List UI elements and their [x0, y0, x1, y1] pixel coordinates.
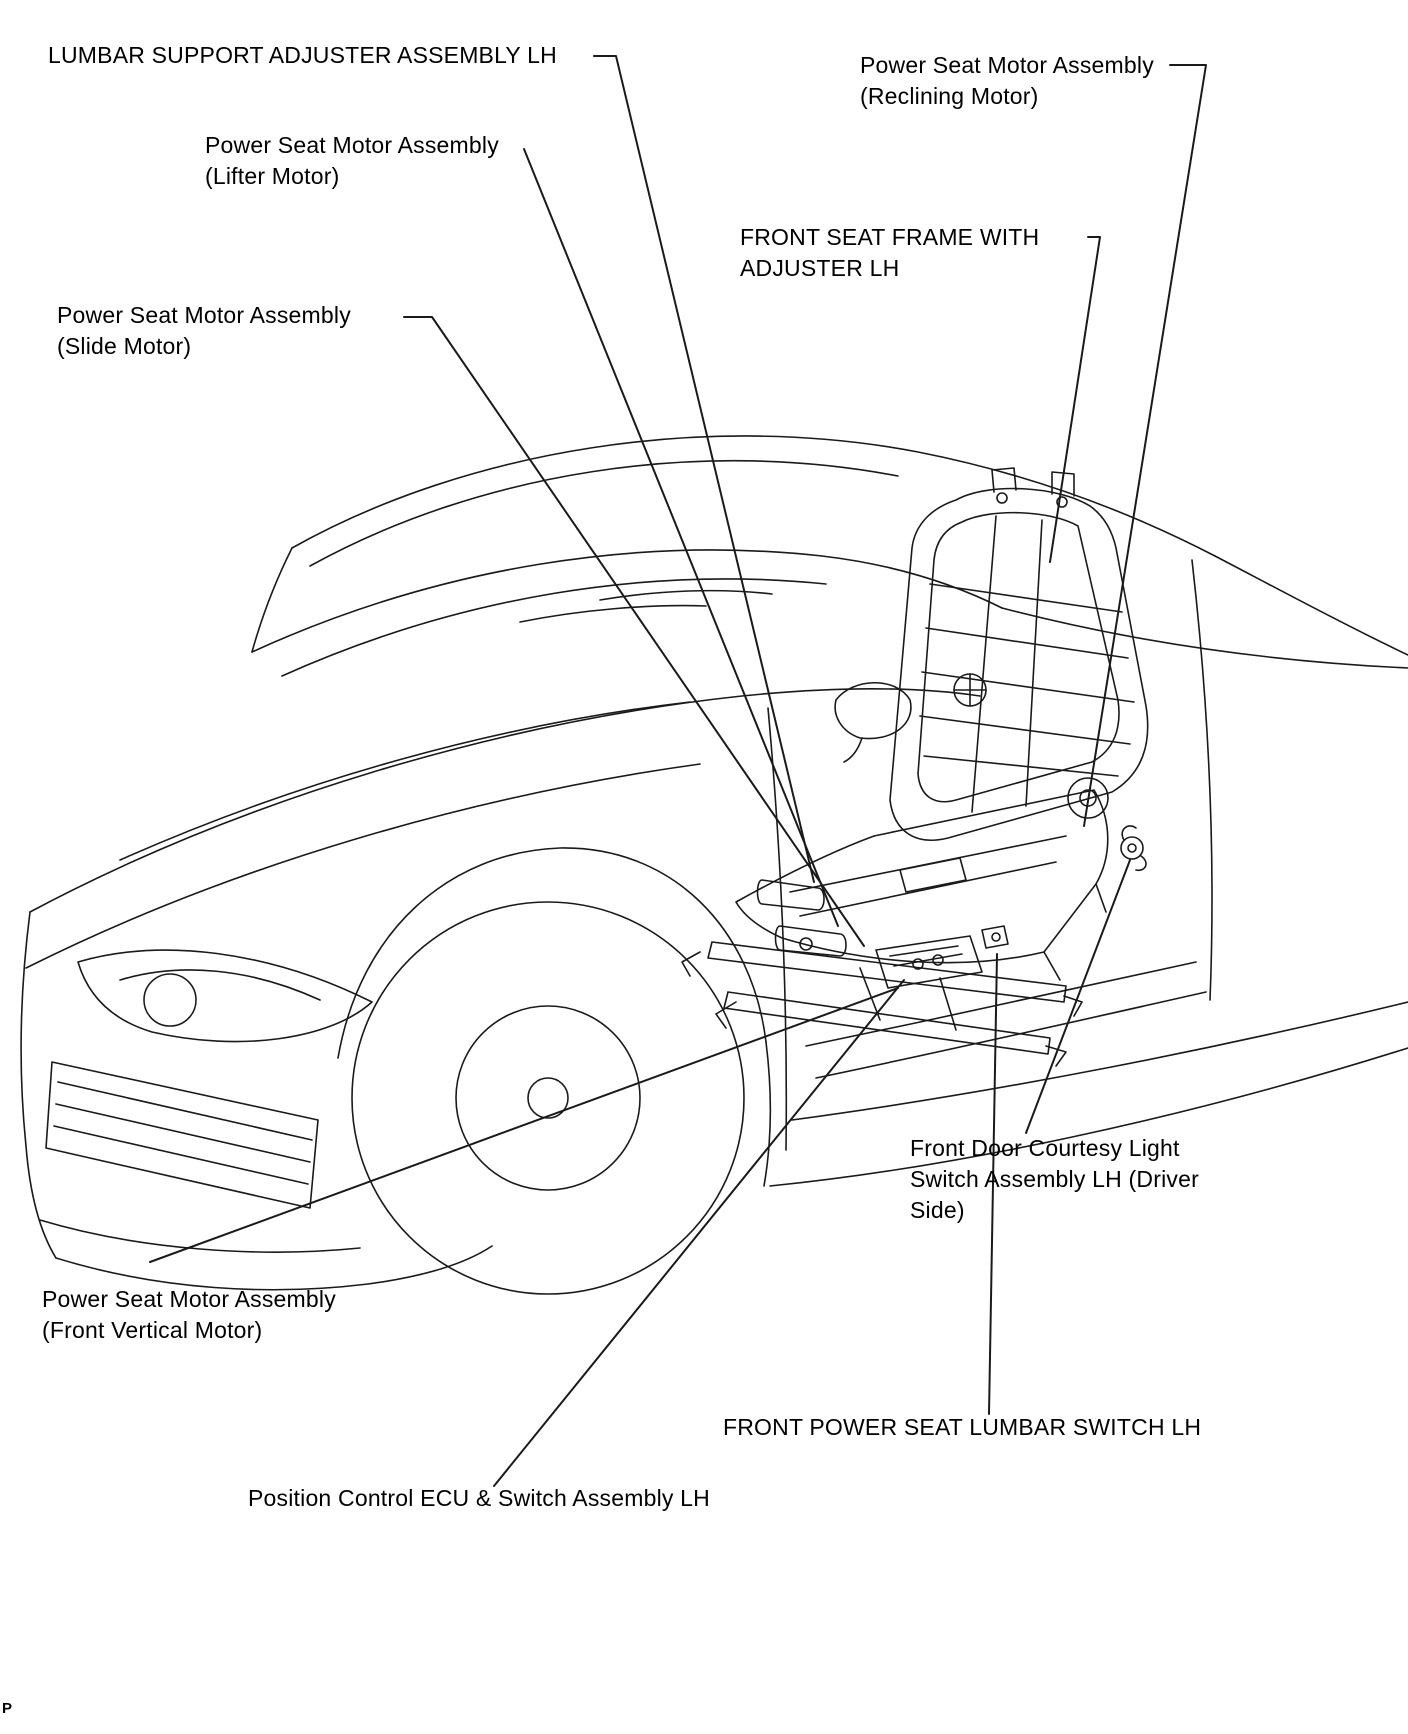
label-line: Switch Assembly LH (Driver: [910, 1166, 1199, 1192]
label-line: (Lifter Motor): [205, 163, 340, 189]
leader-courtesy-switch: [1026, 860, 1130, 1133]
label-front-seat-frame: [740, 222, 1039, 284]
leader-seat-frame: [1050, 237, 1100, 562]
label-front-vertical-motor: [42, 1284, 336, 1346]
label-line: Power Seat Motor Assembly: [42, 1286, 336, 1312]
label-line: Position Control ECU & Switch Assembly LH: [248, 1485, 710, 1511]
seat-frame-illustration: [682, 468, 1148, 1066]
leader-lumbar-support: [594, 56, 814, 882]
label-line: (Reclining Motor): [860, 83, 1039, 109]
label-line: (Slide Motor): [57, 333, 192, 359]
label-courtesy-light-switch: [910, 1133, 1199, 1226]
label-line: Power Seat Motor Assembly: [57, 302, 351, 328]
label-line: Front Door Courtesy Light: [910, 1135, 1180, 1161]
label-position-control-ecu: [248, 1483, 710, 1514]
label-slide-motor: [57, 300, 351, 362]
label-line: FRONT SEAT FRAME WITH: [740, 224, 1040, 250]
label-line: FRONT POWER SEAT LUMBAR SWITCH LH: [723, 1414, 1202, 1440]
label-line: Power Seat Motor Assembly: [860, 52, 1154, 78]
car-outline-illustration: [21, 436, 1408, 1294]
page-corner-mark: P: [2, 1700, 13, 1717]
label-line: Side): [910, 1197, 965, 1223]
label-lifter-motor: [205, 130, 499, 192]
leader-lines: [150, 56, 1206, 1486]
label-line: ADJUSTER LH: [740, 255, 900, 281]
label-lumbar-support-adjuster: [48, 40, 557, 71]
label-reclining-motor: [860, 50, 1154, 112]
leader-position-ecu: [494, 980, 904, 1486]
leader-reclining-motor: [1084, 65, 1206, 826]
label-line: (Front Vertical Motor): [42, 1317, 263, 1343]
leader-slide-motor: [404, 317, 864, 946]
label-line: Power Seat Motor Assembly: [205, 132, 499, 158]
label-lumbar-switch: [723, 1412, 1201, 1443]
label-line: LUMBAR SUPPORT ADJUSTER ASSEMBLY LH: [48, 42, 557, 68]
